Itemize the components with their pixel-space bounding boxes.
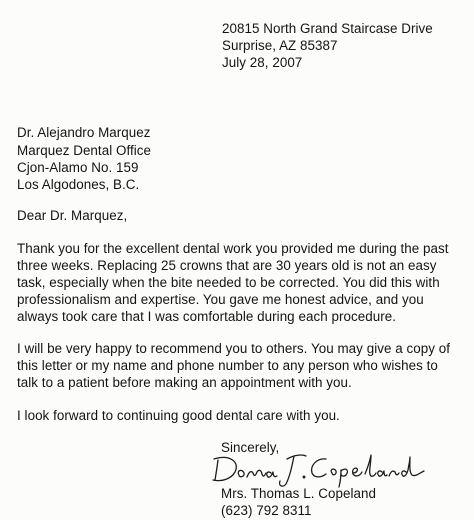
- recipient-city: Los Algodones, B.C.: [17, 177, 140, 192]
- paragraph-1-line-2: three weeks. Replacing 25 crowns that are 30 years old is not an easy: [17, 258, 437, 273]
- recipient-office: Marquez Dental Office: [17, 143, 152, 158]
- handwritten-signature: [208, 440, 448, 490]
- signer-name: Mrs. Thomas L. Copeland: [221, 486, 376, 501]
- paragraph-2-line-1: I will be very happy to recommend you to others. You may give a copy of: [17, 341, 451, 356]
- paragraph-1-line-5: always took care that I was comfortable during each procedure.: [17, 309, 396, 324]
- paragraph-3-line-1: I look forward to continuing good dental care with you.: [17, 408, 340, 423]
- sender-street: 20815 North Grand Staircase Drive: [222, 21, 433, 36]
- salutation: Dear Dr. Marquez,: [17, 208, 128, 223]
- paragraph-2-line-2: this letter or my name and phone number to any person who wishes to: [17, 358, 438, 373]
- paragraph-2-line-3: talk to a patient before making an appointment with you.: [17, 375, 352, 390]
- letter-date: July 28, 2007: [222, 55, 303, 70]
- sender-city-state-zip: Surprise, AZ 85387: [222, 38, 338, 53]
- signer-phone: (623) 792 8311: [221, 503, 312, 518]
- closing: Sincerely,: [221, 440, 280, 455]
- paragraph-1-line-4: professionalism and expertise. You gave me honest advice, and you: [17, 292, 424, 307]
- paragraph-1-line-1: Thank you for the excellent dental work you provided me during the past: [17, 241, 449, 256]
- recipient-name: Dr. Alejandro Marquez: [17, 125, 151, 140]
- recipient-street: Cjon-Alamo No. 159: [17, 160, 139, 175]
- paragraph-1-line-3: task, especially when the bite needed to be corrected. You did this with: [17, 275, 440, 290]
